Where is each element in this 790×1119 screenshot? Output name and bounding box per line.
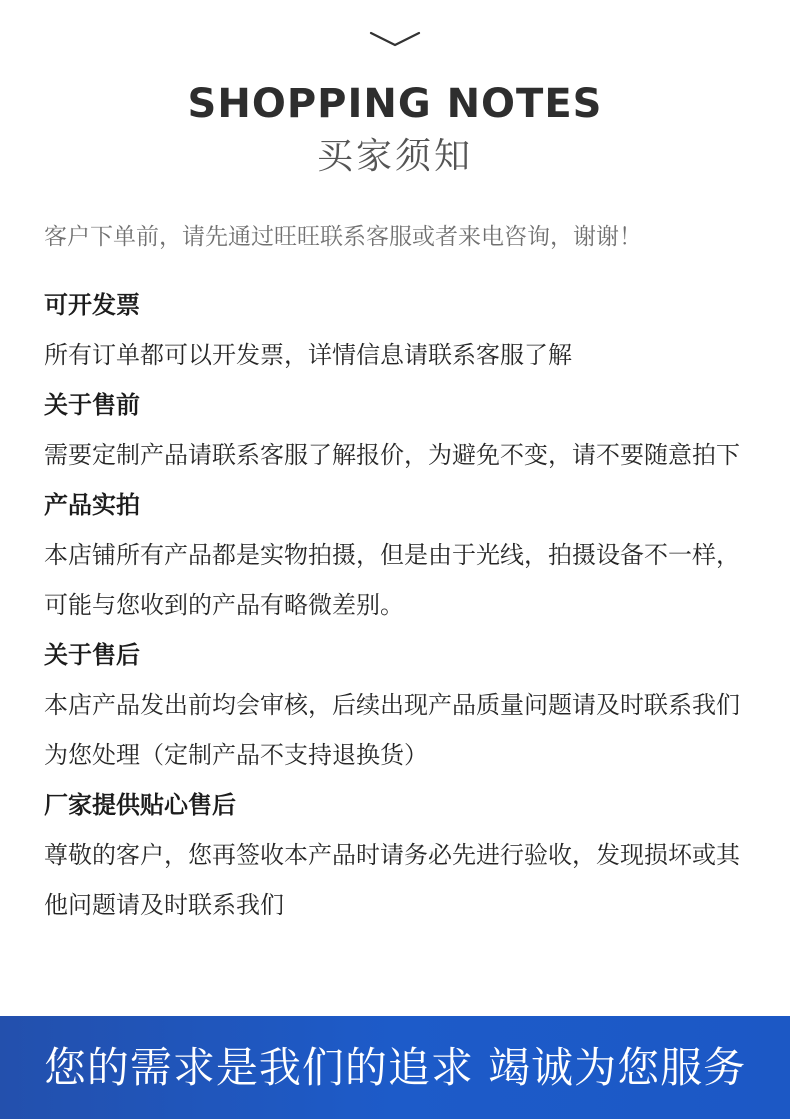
note-body-invoice: 所有订单都可以开发票，详情信息请联系客服了解 [44,341,572,369]
footer-banner-text: 您的需求是我们的追求 竭诚为您服务 [43,1043,747,1092]
notes-list [44,280,744,930]
intro-text: 客户下单前，请先通过旺旺联系客服或者来电咨询，谢谢！ [44,224,642,250]
note-heading-real-photos: 产品实拍 [44,491,140,519]
note-body-factory-service: 尊敬的客户，您再签收本产品时请务必先进行验收，发现损坏或其他问题请及时联系我们 [44,841,740,919]
title-chinese: 买家须知 [316,136,473,177]
note-heading-presale: 关于售前 [44,391,140,419]
note-heading-aftersale: 关于售后 [44,641,140,669]
note-heading-factory-service: 厂家提供贴心售后 [44,791,236,819]
chevron-down-icon [369,30,421,48]
note-heading-invoice: 可开发票 [44,291,140,319]
note-body-real-photos: 本店铺所有产品都是实物拍摄，但是由于光线，拍摄设备不一样，可能与您收到的产品有略微差别。 [44,541,740,619]
note-body-aftersale: 本店产品发出前均会审核，后续出现产品质量问题请及时联系我们为您处理（定制产品不支持退换货） [44,691,740,769]
title-english: SHOPPING NOTES [187,81,603,127]
note-body-presale: 需要定制产品请联系客服了解报价，为避免不变，请不要随意拍下 [44,441,740,469]
